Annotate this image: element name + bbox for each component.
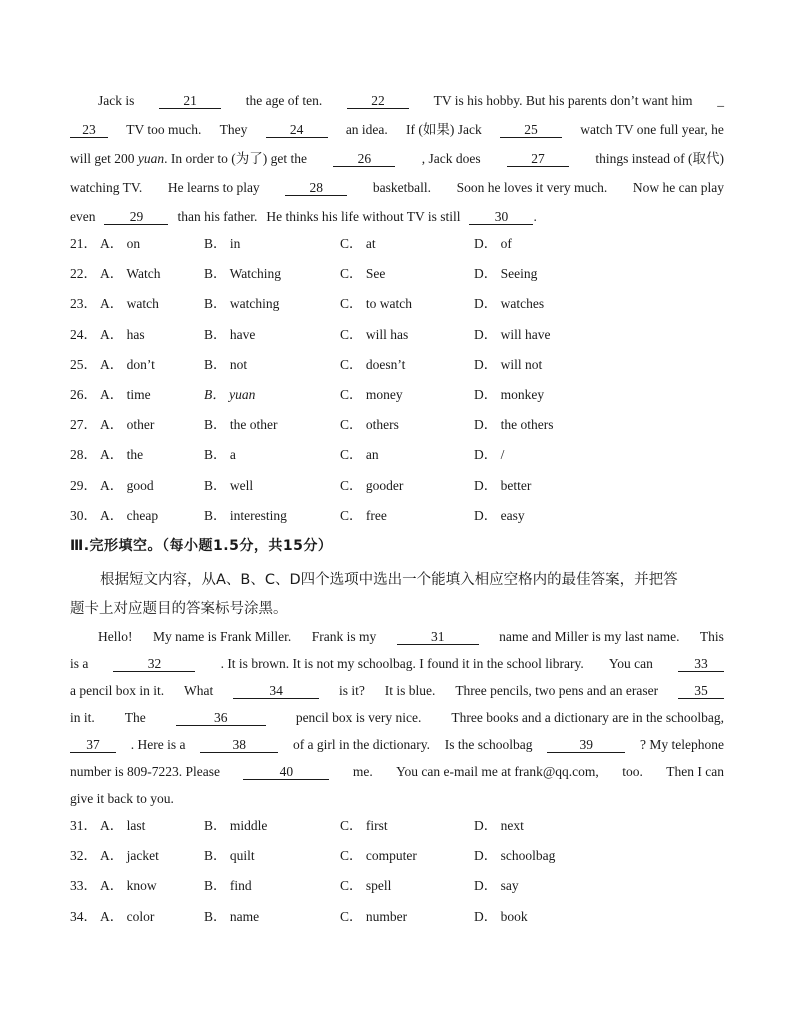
- option-a: A． know: [100, 878, 157, 894]
- blank-35: 35: [678, 683, 724, 699]
- blank-25: 25: [500, 122, 562, 138]
- option-b: B． the other: [204, 417, 278, 433]
- text: Three books and a dictionary are in the schoolbag,: [451, 710, 724, 725]
- option-c: C． free: [340, 507, 387, 523]
- option-a: A． the: [100, 447, 144, 463]
- question-number: 21．: [70, 236, 97, 251]
- option-b: B． find: [204, 878, 252, 894]
- option-d: D． /: [474, 447, 505, 463]
- option-c: C． gooder: [340, 477, 404, 493]
- text: of a girl in the dictionary.: [292, 737, 431, 752]
- passage-1-line-4: [70, 173, 724, 202]
- option-b: B． a: [204, 447, 236, 463]
- text: The: [124, 710, 146, 725]
- blank-39: 39: [547, 737, 625, 753]
- passage-2-line-6: [70, 758, 724, 785]
- text: It is blue.: [384, 683, 436, 698]
- question-number: 29．: [70, 477, 97, 493]
- blank-40: 40: [243, 764, 329, 780]
- option-d: D． book: [474, 908, 528, 924]
- text: He learns to play: [167, 180, 260, 195]
- text: pencil box is very nice.: [295, 710, 422, 725]
- blank-33: 33: [678, 656, 724, 672]
- option-a: A． Watch: [100, 266, 161, 282]
- option-c: C． an: [340, 447, 379, 463]
- text: even: [70, 209, 96, 224]
- blank-29: 29: [104, 209, 168, 225]
- blank-23: 23: [70, 122, 108, 138]
- option-b: B． middle: [204, 818, 268, 833]
- question-row: [70, 501, 750, 531]
- text: [70, 144, 307, 173]
- text: is a: [70, 656, 89, 671]
- question-number: 22．: [70, 266, 97, 282]
- option-d: D． say: [474, 878, 519, 894]
- text: than his father.: [177, 209, 258, 224]
- text: TV too much.: [126, 122, 202, 137]
- text: yuan: [137, 151, 165, 166]
- option-a: A． cheap: [100, 507, 159, 523]
- text: What: [184, 683, 214, 698]
- text: basketball.: [372, 180, 431, 195]
- text: . It is brown. It is not my schoolbag. I found it in the school library.: [220, 656, 584, 671]
- text: This: [699, 629, 724, 644]
- question-number: 34．: [70, 908, 97, 924]
- text: too.: [622, 764, 643, 779]
- passage-2-line-4: [70, 704, 724, 731]
- option-a: A． has: [100, 326, 145, 342]
- option-a: A． on: [100, 236, 141, 251]
- questions-31-34: [70, 811, 750, 932]
- option-b: B． in: [204, 236, 241, 251]
- option-c: C． money: [340, 386, 403, 402]
- text: My name is Frank Miller.: [152, 629, 292, 644]
- option-c: C． See: [340, 266, 386, 282]
- text: a pencil box in it.: [70, 683, 165, 698]
- blank-31: 31: [397, 629, 479, 645]
- blank-38: 38: [200, 737, 278, 753]
- text: . Here is a: [130, 737, 186, 752]
- passage-1-line-3: [70, 144, 724, 173]
- passage-2-line-1: [70, 623, 724, 650]
- option-c: C． at: [340, 236, 376, 251]
- passage-2-line-3: [70, 677, 724, 704]
- option-d: D． will not: [474, 356, 543, 372]
- option-d: D． watches: [474, 296, 545, 312]
- blank-28: 28: [285, 180, 347, 196]
- text: . In order to (为了) get the: [164, 151, 307, 166]
- text: me.: [352, 764, 373, 779]
- question-number: 32．: [70, 848, 97, 864]
- question-row: [70, 440, 750, 470]
- option-c: C． will has: [340, 326, 409, 342]
- option-b: B． well: [204, 477, 254, 493]
- blank-36: 36: [176, 710, 266, 726]
- option-a: A． jacket: [100, 848, 159, 864]
- option-d: D． Seeing: [474, 266, 538, 282]
- question-row: [70, 259, 750, 289]
- option-a: A． color: [100, 908, 155, 924]
- option-b: B． have: [204, 326, 256, 342]
- question-row: [70, 471, 750, 501]
- text: Then I can: [666, 764, 724, 779]
- text: an idea.: [345, 122, 388, 137]
- text: the age of ten.: [245, 93, 323, 108]
- option-c: C． number: [340, 908, 408, 924]
- text: _: [717, 93, 724, 108]
- question-row: [70, 841, 750, 871]
- text: will get 200: [70, 151, 135, 166]
- text: TV is his hobby. But his parents don’t want him: [433, 93, 693, 108]
- option-b: B． interesting: [204, 507, 287, 523]
- passage-2-line-2: [70, 650, 724, 677]
- passage-2-line-7: [70, 785, 724, 812]
- question-row: [70, 229, 750, 259]
- text: Now he can play: [632, 180, 724, 195]
- option-b: B． name: [204, 908, 260, 924]
- option-d: D． easy: [474, 507, 525, 523]
- text: watch TV one full year, he: [580, 122, 724, 137]
- question-number: 31．: [70, 818, 97, 833]
- option-c: C． to watch: [340, 296, 412, 312]
- option-c: C． doesn’t: [340, 356, 406, 372]
- option-d: D． next: [474, 818, 524, 833]
- text: They: [219, 122, 248, 137]
- question-number: 27．: [70, 417, 97, 433]
- text: give it back to you.: [70, 791, 174, 806]
- text: Is the schoolbag: [444, 737, 533, 752]
- option-c: C． others: [340, 417, 399, 433]
- option-c: C． first: [340, 818, 388, 833]
- text: number is 809-7223. Please: [70, 764, 220, 779]
- option-d: D． monkey: [474, 386, 545, 402]
- passage-2-line-5: [70, 731, 724, 758]
- text: Soon he loves it very much.: [456, 180, 608, 195]
- text: things instead of (取代): [595, 151, 724, 166]
- option-b: B． not: [204, 356, 248, 372]
- option-a: A． other: [100, 417, 155, 433]
- text: is it?: [339, 683, 365, 698]
- option-b: B． watching: [204, 296, 280, 312]
- text: Jack is: [98, 93, 135, 108]
- text: .: [533, 209, 537, 224]
- passage-1-line-1: [70, 86, 724, 115]
- option-b: B． quilt: [204, 848, 255, 864]
- question-number: 24．: [70, 326, 97, 342]
- question-row: [70, 380, 750, 410]
- passage-2: [70, 623, 724, 812]
- question-number: 30．: [70, 507, 97, 523]
- text: , Jack does: [421, 151, 481, 166]
- option-a: A． watch: [100, 296, 159, 312]
- blank-22: 22: [347, 93, 409, 109]
- option-c: C． spell: [340, 878, 392, 894]
- section-instruction: [70, 566, 730, 624]
- question-row: [70, 902, 750, 932]
- blank-37: 37: [70, 737, 116, 753]
- blank-27: 27: [507, 151, 569, 167]
- option-d: D． the others: [474, 417, 554, 433]
- blank-21: 21: [159, 93, 221, 109]
- question-row: [70, 811, 750, 841]
- text: Hello!: [98, 629, 133, 644]
- questions-21-30: [70, 229, 750, 531]
- option-a: A． good: [100, 477, 154, 493]
- option-b: B． Watching: [204, 266, 282, 282]
- question-row: [70, 320, 750, 350]
- instruction-line: 根据短文内容，从A、B、C、D四个选项中选出一个能填入相应空格内的最佳答案，并把答: [100, 572, 678, 588]
- instruction-line: 题卡上对应题目的答案标号涂黑。: [70, 601, 288, 617]
- option-b: B． yuan: [204, 386, 256, 402]
- text: in it.: [70, 710, 95, 725]
- passage-1-line-2: [70, 115, 724, 144]
- blank-32: 32: [113, 656, 195, 672]
- question-row: [70, 871, 750, 901]
- question-number: 33．: [70, 878, 97, 894]
- option-d: D． will have: [474, 326, 551, 342]
- text: You can: [608, 656, 653, 671]
- option-c: C． computer: [340, 848, 417, 864]
- question-number: 26．: [70, 386, 97, 402]
- question-row: [70, 289, 750, 319]
- option-d: D． of: [474, 236, 512, 251]
- section-heading: Ⅲ.完形填空。（每小题1.5分，共15分）: [70, 538, 333, 554]
- option-d: D． schoolbag: [474, 848, 556, 864]
- question-number: 25．: [70, 356, 97, 372]
- blank-26: 26: [333, 151, 395, 167]
- text: You can e-mail me at frank@qq.com,: [396, 764, 599, 779]
- text: name and Miller is my last name.: [499, 629, 680, 644]
- passage-1-line-5: [70, 202, 724, 231]
- question-number: 23．: [70, 296, 97, 312]
- text: Frank is my: [311, 629, 377, 644]
- text: Three pencils, two pens and an eraser: [455, 683, 659, 698]
- text: He thinks his life without TV is still: [266, 209, 461, 224]
- question-number: 28．: [70, 447, 97, 463]
- question-row: [70, 350, 750, 380]
- passage-1: [70, 86, 724, 231]
- blank-30: 30: [469, 209, 533, 225]
- text: ? My telephone: [639, 737, 724, 752]
- text: watching TV.: [70, 180, 143, 195]
- text: If (如果) Jack: [406, 122, 482, 137]
- option-a: A． last: [100, 818, 146, 833]
- question-row: [70, 410, 750, 440]
- blank-24: 24: [266, 122, 328, 138]
- blank-34: 34: [233, 683, 319, 699]
- option-a: A． don’t: [100, 356, 155, 372]
- option-a: A． time: [100, 386, 151, 402]
- option-d: D． better: [474, 477, 532, 493]
